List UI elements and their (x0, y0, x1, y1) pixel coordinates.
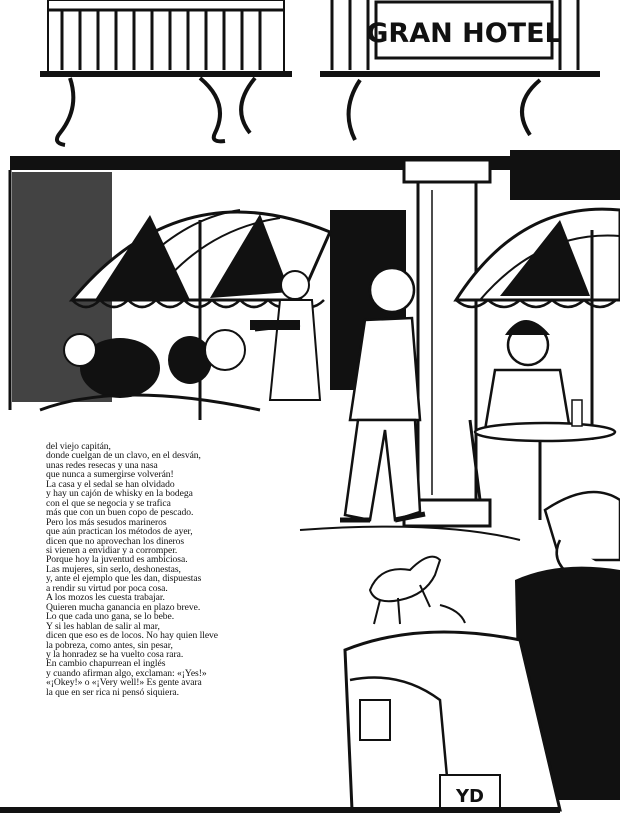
poem-line: unas redes resecas y una nasa (46, 459, 158, 471)
poem-line: Pero los más sesudos marineros (46, 516, 167, 528)
poem-line: que aún practican los métodos de ayer, (46, 526, 193, 538)
poem-text (46, 442, 298, 697)
poem-line: Quieren mucha ganancia en plazo breve. (46, 601, 201, 613)
poem-line: más que con un buen copo de pescado. (46, 507, 194, 519)
poem-line: La casa y el sedal se han olvidado (46, 478, 175, 490)
poem-line: a rendir su virtud por poca cosa. (46, 582, 168, 594)
dog (370, 557, 465, 624)
poem-line: Y si les hablan de salir al mar, (46, 620, 160, 632)
poem-line: y cuando afirman algo, exclaman: «¡Yes!» (46, 667, 207, 679)
poem-line: que nunca a sumergirse volverán! (46, 469, 174, 481)
poem-line: la pobreza, como antes, sin pesar, (46, 639, 173, 651)
poem-line: si vienen a envidiar y a corromper. (46, 544, 178, 556)
poem-line: la que en ser rica ni pensó siquiera. (46, 686, 179, 698)
poem-line: y, ante el ejemplo que les dan, dispuestas (46, 573, 202, 585)
poem-line: y hay un cajón de whisky en la bodega (46, 488, 193, 500)
poem-line: y la honradez se ha vuelto cosa rara. (46, 648, 184, 660)
poem-line: dicen que eso es de locos. No hay quien lleve (46, 630, 218, 642)
poem-line: Lo que cada uno gana, se lo bebe. (46, 611, 175, 623)
poem-line: donde cuelgan de un clavo, en el desván, (46, 450, 201, 462)
poem-line: Porque hoy la juventud es ambiciosa. (46, 554, 188, 566)
hotel-sign-text: GRAN HOTEL (366, 18, 562, 49)
poem-line: En cambio chapurrean el inglés (46, 658, 166, 670)
poem-line: del viejo capitán, (46, 441, 111, 452)
poem-line: con el que se negocia y se trafica (46, 497, 171, 509)
left-balcony (40, 0, 292, 145)
poem-line: dicen que no aprovechan los dineros (46, 535, 185, 547)
poem-line: «¡Okey!» o «¡Very well!» Es gente avara (46, 677, 202, 689)
car-plate-text: YD (456, 786, 484, 807)
poem-line: Las mujeres, sin serlo, deshonestas, (46, 563, 181, 575)
poem-line: A los mozos les cuesta trabajar. (46, 592, 165, 604)
